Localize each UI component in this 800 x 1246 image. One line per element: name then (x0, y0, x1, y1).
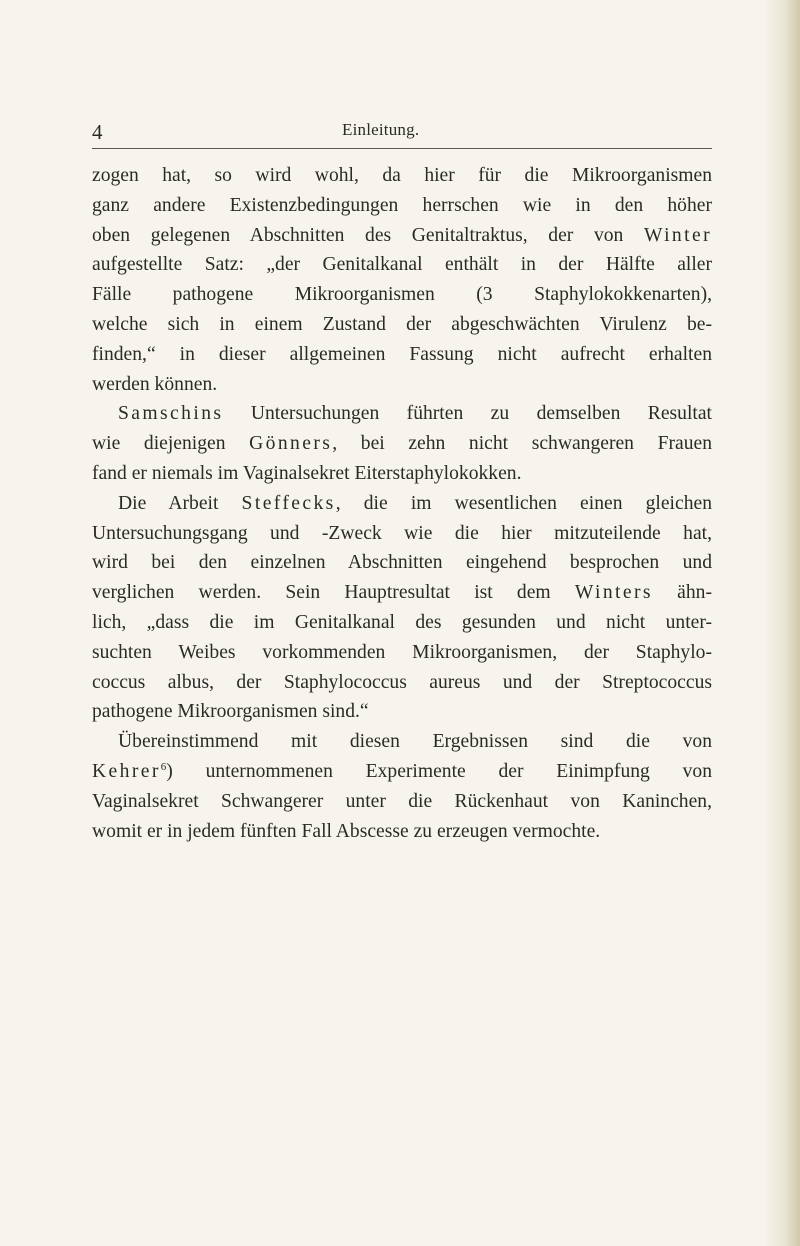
text-line (92, 757, 712, 787)
text-segment: Untersuchungen führten zu demselben Resultat (223, 403, 712, 425)
text-segment: womit er in jedem fünften Fall Abscesse zu erzeugen vermochte. (92, 820, 601, 842)
text-line (92, 280, 712, 310)
text-line (92, 697, 712, 727)
text-segment: , die im wesentlichen einen gleichen (335, 492, 712, 514)
text-segment: ähn- (652, 582, 712, 604)
text-segment: Die Arbeit (118, 492, 242, 514)
text-line (92, 638, 712, 668)
text-segment: lich, „dass die im Genitalkanal des gesunden und nicht unter- (92, 611, 712, 633)
text-segment: fand er niemals im Vaginalsekret Eiterstaphylokokken. (92, 462, 522, 484)
page-header (92, 118, 712, 149)
text-segment: welche sich in einem Zustand der abgeschwächten Virulenz be- (92, 313, 712, 335)
text-segment: finden,“ in dieser allgemeinen Fassung nicht aufrecht erhalten (92, 343, 712, 365)
running-head: Einleitung. (342, 120, 420, 139)
text-line (92, 817, 712, 847)
text-segment: wie diejenigen (92, 433, 250, 455)
text-line (92, 548, 712, 578)
text-segment: pathogene Mikroorganismen sind.“ (92, 701, 369, 723)
text-line (92, 250, 712, 280)
text-segment: Übereinstimmend mit diesen Ergebnissen sind die von (118, 731, 712, 753)
text-line (92, 399, 712, 429)
author-name: Samschins (118, 403, 224, 425)
body-text (92, 161, 712, 846)
author-name: Kehrer (92, 760, 161, 782)
text-line (92, 578, 712, 608)
text-line (92, 608, 712, 638)
text-line (92, 519, 712, 549)
text-line (92, 191, 712, 221)
text-segment: coccus albus, der Staphylococcus aureus und der Streptococcus (92, 671, 712, 693)
text-line (92, 370, 712, 400)
author-name: Winters (574, 582, 653, 604)
text-segment: suchten Weibes vorkommenden Mikroorganismen, der Staphylo- (92, 641, 712, 663)
text-segment: verglichen werden. Sein Hauptresultat ist dem (92, 582, 575, 604)
author-name: Winter (643, 224, 712, 246)
text-line (92, 489, 712, 519)
text-segment: , bei zehn nicht schwangeren Frauen (332, 433, 712, 455)
text-segment: Vaginalsekret Schwangerer unter die Rückenhaut von Kaninchen, (92, 790, 712, 812)
text-line (92, 161, 712, 191)
text-segment: Untersuchungsgang und -Zweck wie die hier mitzuteilende hat, (92, 522, 712, 544)
text-line (92, 429, 712, 459)
page-number: 4 (92, 120, 103, 144)
text-line (92, 459, 712, 489)
author-name: Gönners (249, 433, 333, 455)
text-line (92, 340, 712, 370)
text-line (92, 727, 712, 757)
text-segment: ) unternommenen Experimente der Einimpfung von (166, 760, 712, 782)
text-segment: Fälle pathogene Mikroorganismen (3 Staphylokokkenarten), (92, 284, 712, 306)
page-edge-shadow (764, 0, 800, 1246)
text-line (92, 787, 712, 817)
text-segment: oben gelegenen Abschnitten des Genitaltraktus, der von (92, 224, 644, 246)
text-line (92, 668, 712, 698)
text-line (92, 310, 712, 340)
text-segment: werden können. (92, 373, 218, 395)
text-segment: ganz andere Existenzbedingungen herrschen wie in den höher (92, 194, 712, 216)
author-name: Steffecks (241, 492, 336, 514)
text-segment: wird bei den einzelnen Abschnitten eingehend besprochen und (92, 552, 712, 574)
text-line (92, 221, 712, 251)
footnote-marker: 6 (160, 760, 167, 773)
text-segment: zogen hat, so wird wohl, da hier für die Mikroorganismen (92, 165, 712, 186)
text-segment: aufgestellte Satz: „der Genitalkanal enthält in der Hälfte aller (92, 254, 712, 276)
